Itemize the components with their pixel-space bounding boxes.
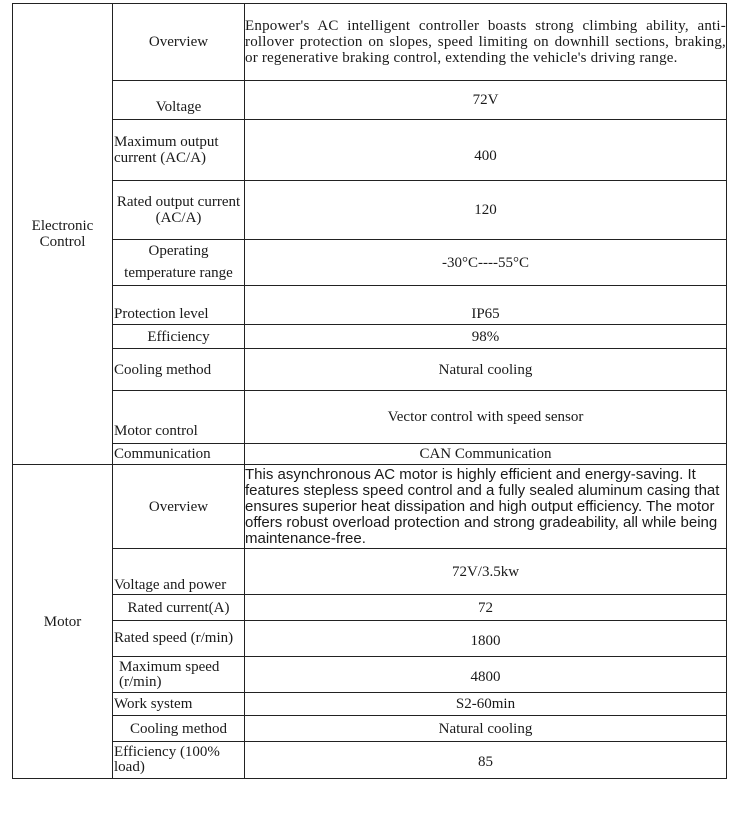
row-value: 4800 <box>245 657 727 693</box>
row-label: Work system <box>113 693 245 716</box>
row-value: Natural cooling <box>245 349 727 391</box>
row-label: Efficiency <box>113 325 245 349</box>
overview-text: This asynchronous AC motor is highly efficient and energy-saving. It features stepless speed control and a fully sealed aluminum casing that ensures superior heat dissipation and high output efficiency. The motor offers robust overload protection and strong gradeability, all while being maintenance-free. <box>245 465 727 549</box>
row-value: Natural cooling <box>245 716 727 742</box>
row-label: Cooling method <box>113 349 245 391</box>
table-row <box>13 465 727 549</box>
table-row <box>13 325 727 349</box>
row-label: Protection level <box>113 286 245 325</box>
row-value: 400 <box>245 120 727 181</box>
row-value: 98% <box>245 325 727 349</box>
row-label: Rated output current (AC/A) <box>113 181 245 240</box>
table-row <box>13 349 727 391</box>
row-value: -30°C----55°C <box>245 240 727 286</box>
row-label: Efficiency (100% load) <box>113 742 245 779</box>
row-value: 72 <box>245 595 727 621</box>
row-value: Vector control with speed sensor <box>245 391 727 444</box>
row-label: Voltage and power <box>113 549 245 595</box>
section-electronic-control <box>13 4 113 465</box>
table-row <box>13 444 727 465</box>
section-motor <box>13 465 113 779</box>
row-label: Maximum speed (r/min) <box>113 657 245 693</box>
table-row <box>13 621 727 657</box>
row-value: IP65 <box>245 286 727 325</box>
row-label: Overview <box>113 465 245 549</box>
row-value: 1800 <box>245 621 727 657</box>
spec-table <box>12 3 727 779</box>
overview-text: Enpower's AC intelligent controller boasts strong climbing ability, anti-rollover protection on slopes, speed limiting on downhill sections, braking, or regenerative braking control, extending the vehicle's driving range. <box>245 4 727 81</box>
row-value: 72V/3.5kw <box>245 549 727 595</box>
table-row <box>13 120 727 181</box>
row-value: 72V <box>245 81 727 120</box>
row-label: Maximum output current (AC/A) <box>113 120 245 181</box>
row-label: Overview <box>113 4 245 81</box>
table-row <box>13 657 727 693</box>
table-row <box>13 716 727 742</box>
row-label: Communication <box>113 444 245 465</box>
row-label: Voltage <box>113 81 245 120</box>
row-value: 85 <box>245 742 727 779</box>
table-row <box>13 286 727 325</box>
table-row <box>13 81 727 120</box>
row-value: 120 <box>245 181 727 240</box>
table-row <box>13 549 727 595</box>
row-label: Rated current(A) <box>113 595 245 621</box>
table-row <box>13 595 727 621</box>
table-row <box>13 181 727 240</box>
table-row <box>13 693 727 716</box>
row-label: Motor control <box>113 391 245 444</box>
section-label: Motor <box>43 613 82 630</box>
row-label: Operating temperature range <box>113 240 245 286</box>
table-row <box>13 391 727 444</box>
table-row <box>13 240 727 286</box>
row-label: Cooling method <box>113 716 245 742</box>
row-value: CAN Communication <box>245 444 727 465</box>
table-row <box>13 742 727 779</box>
table-row <box>13 4 727 81</box>
section-label: Electronic Control <box>31 218 94 250</box>
row-label: Rated speed (r/min) <box>113 621 245 657</box>
row-value: S2-60min <box>245 693 727 716</box>
